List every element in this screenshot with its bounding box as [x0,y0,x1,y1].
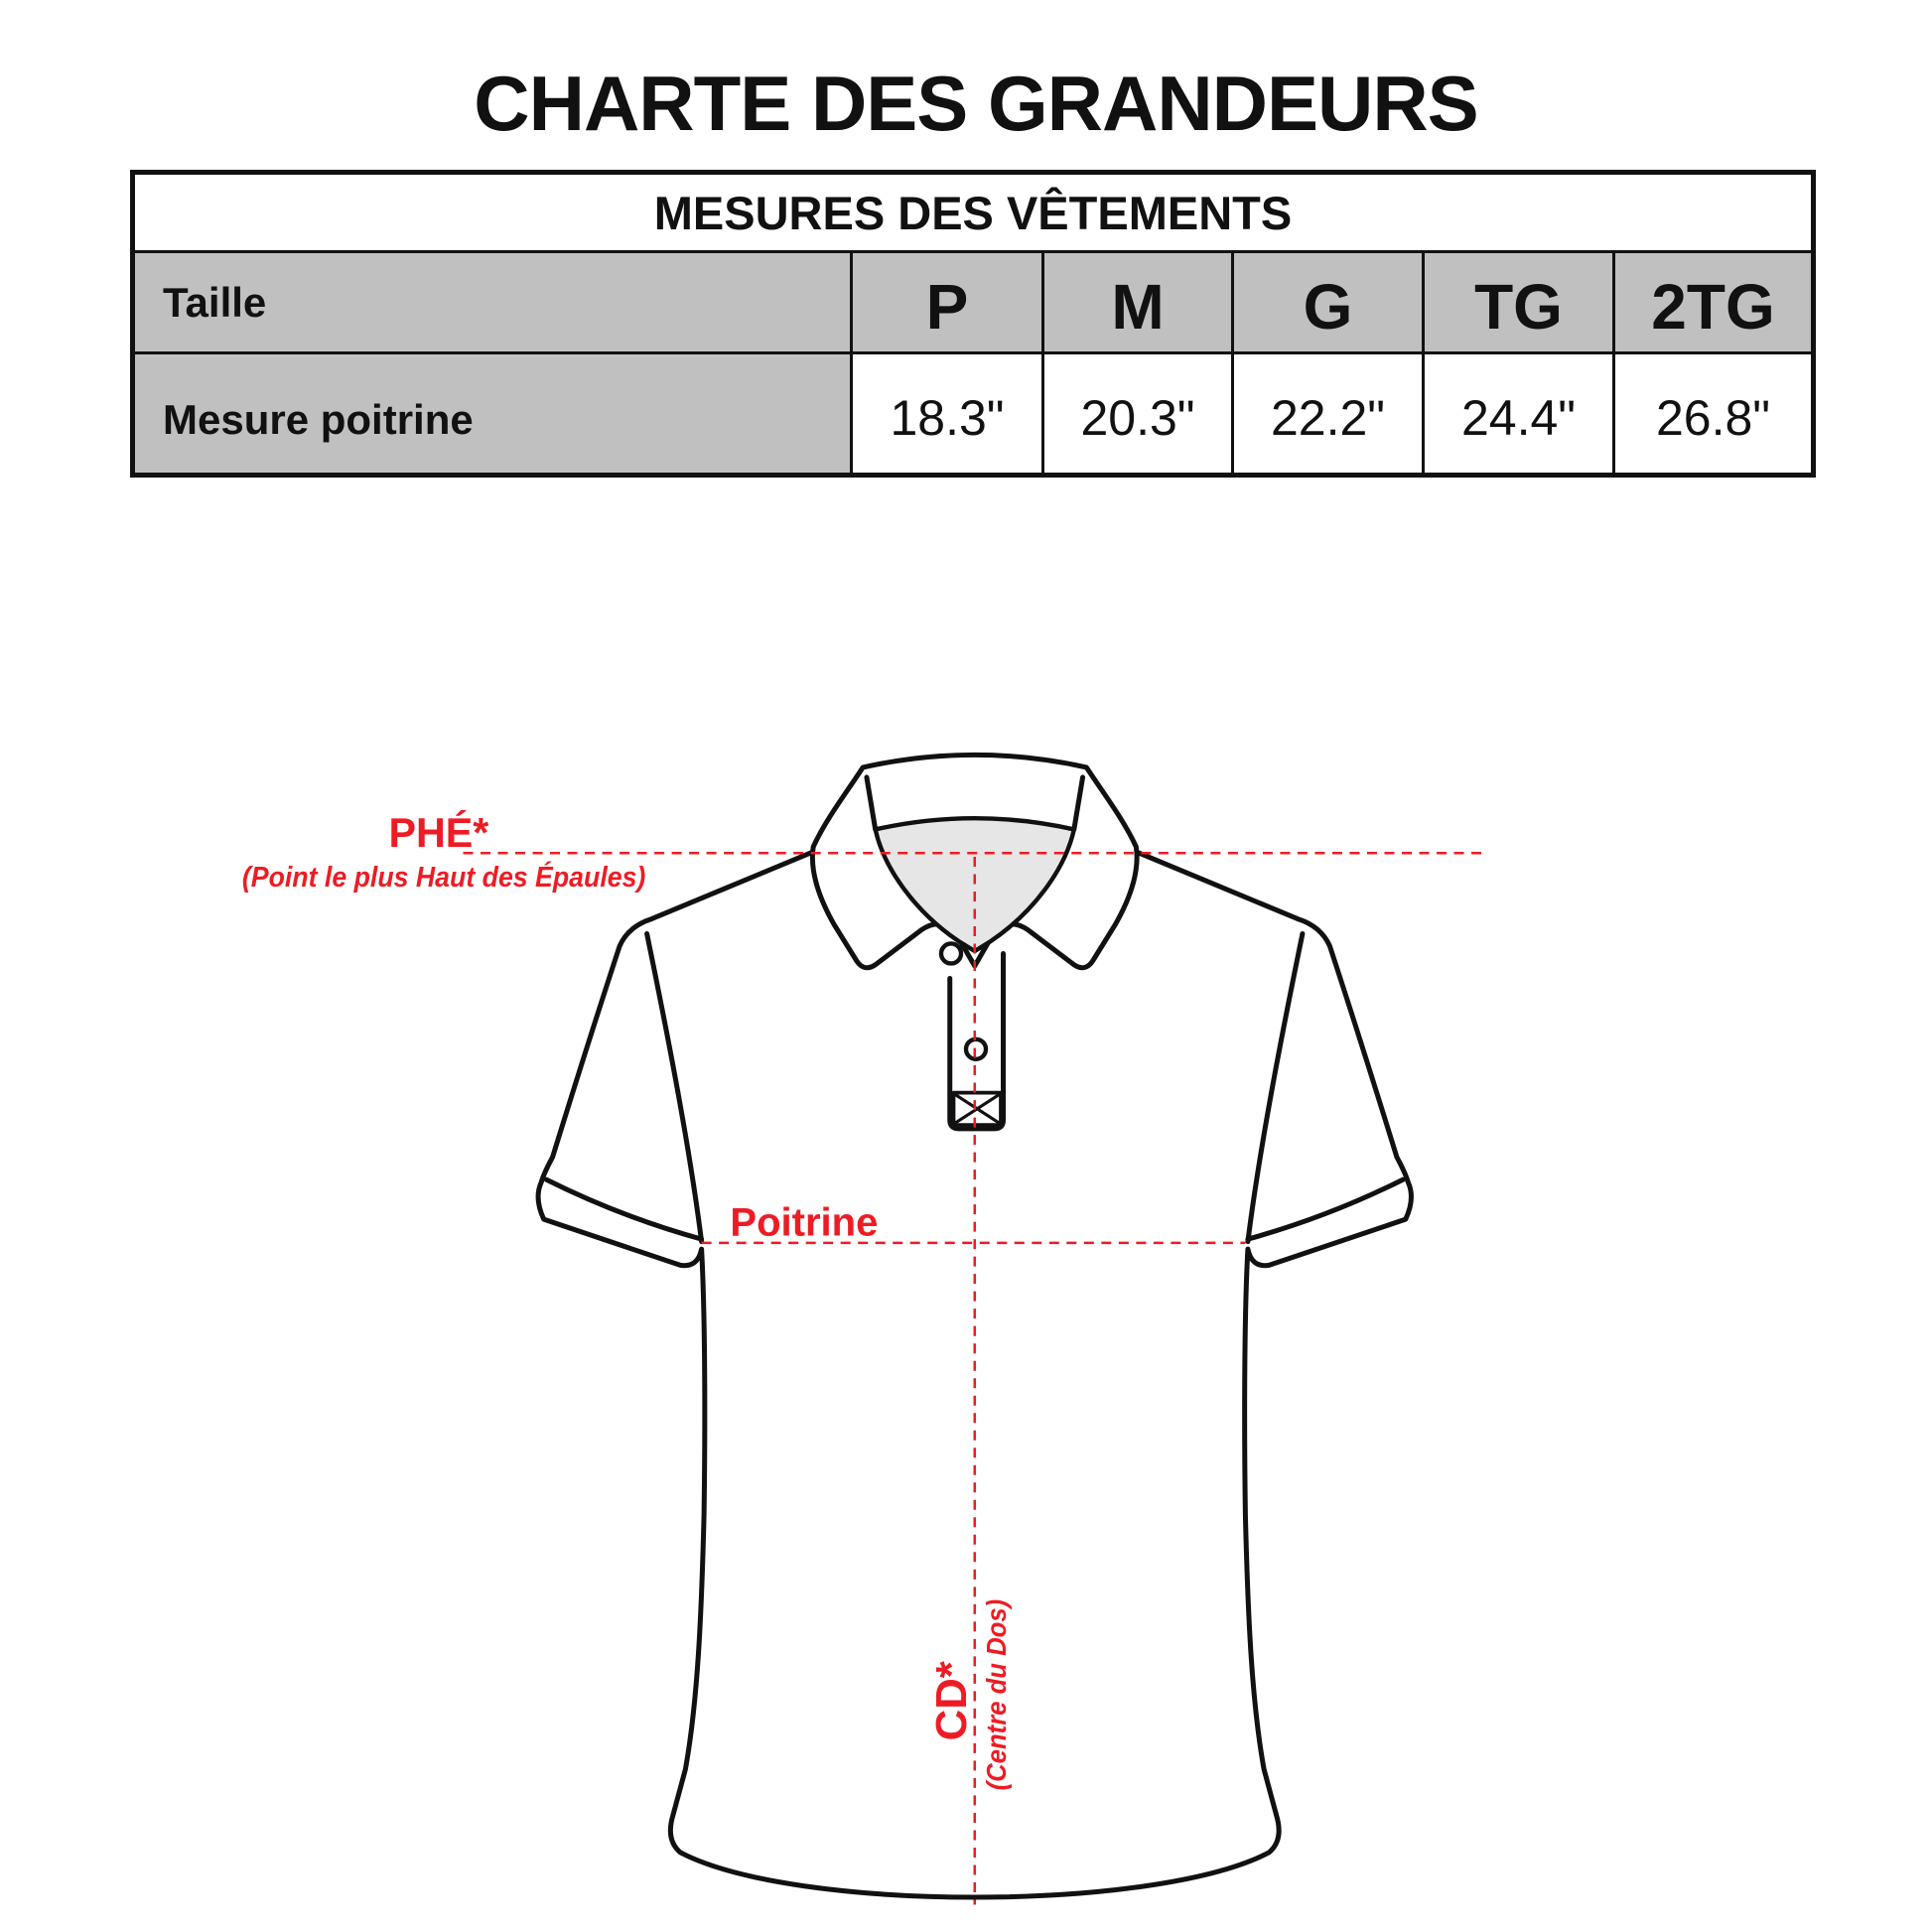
size-header-g: G [1231,253,1422,351]
chest-row-label: Mesure poitrine [135,354,850,473]
phe-description: (Point le plus Haut des Épaules) [241,861,677,894]
chest-value-m: 20.3" [1041,354,1231,473]
phe-label: PHÉ* [388,809,489,856]
chest-measure-row [135,351,1811,473]
size-table [130,170,1816,478]
chest-value-2tg: 26.8" [1612,354,1811,473]
chest-value-p: 18.3" [850,354,1041,473]
page-title: CHARTE DES GRANDEURS [474,60,1478,147]
size-header-m: M [1041,253,1231,351]
table-caption: MESURES DES VÊTEMENTS [653,186,1293,239]
size-header-row [135,250,1811,351]
chest-value-tg: 24.4" [1422,354,1612,473]
cd-label: CD* [927,1661,976,1741]
size-row-label: Taille [135,253,850,351]
size-header-p: P [850,253,1041,351]
chest-label: Poitrine [730,1200,879,1245]
size-header-tg: TG [1422,253,1612,351]
cd-description: (Centre du Dos) [981,1586,1013,1791]
size-header-2tg: 2TG [1612,253,1811,351]
top-button-icon [941,943,961,963]
chest-value-g: 22.2" [1231,354,1422,473]
